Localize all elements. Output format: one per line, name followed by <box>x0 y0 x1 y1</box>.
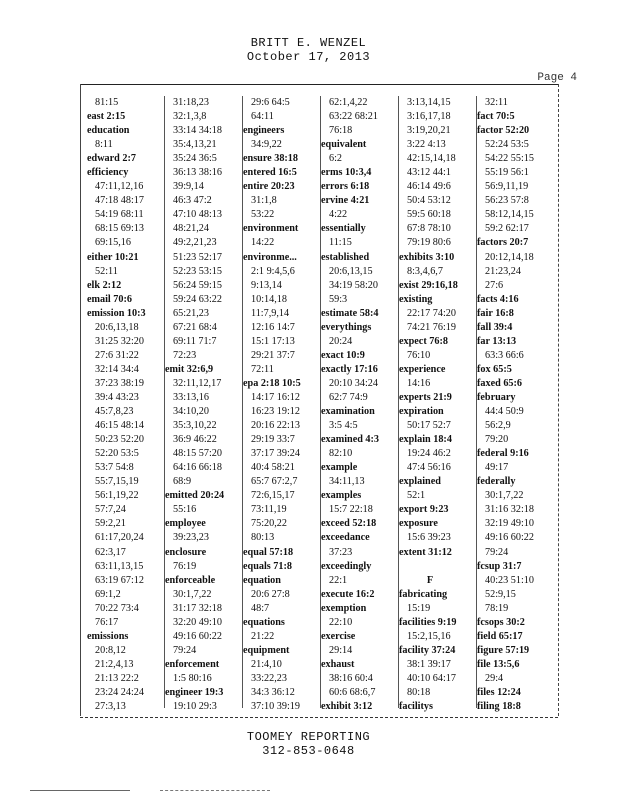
deponent-name: BRITT E. WENZEL <box>250 36 367 50</box>
index-entry: 55:7,15,19 <box>95 476 139 488</box>
index-entry: 22:10 <box>329 616 353 628</box>
index-entry: 15:1 17:13 <box>251 335 295 347</box>
index-entry: 29:6 64:5 <box>251 97 290 108</box>
index-entry: 58:12,14,15 <box>485 209 534 221</box>
index-entry: 43:12 44:1 <box>407 167 451 179</box>
index-entry: 76:17 <box>95 616 119 628</box>
index-entry: 64:11 <box>251 111 274 123</box>
index-entry: 42:15,14,18 <box>407 153 456 165</box>
index-entry: fox 65:5 <box>477 363 512 375</box>
index-entry: 56:2,9 <box>485 420 511 432</box>
index-entry: 47:4 56:16 <box>407 462 451 474</box>
index-entry: 2:1 9:4,5,6 <box>251 265 295 277</box>
index-entry: 49:16 60:22 <box>485 532 534 544</box>
index-entry: 40:23 51:10 <box>485 574 534 586</box>
index-entry: facts 4:16 <box>477 293 519 305</box>
index-entry: exceed 52:18 <box>321 518 377 530</box>
index-entry: 76:18 <box>329 125 353 137</box>
index-entry: examples <box>321 490 362 502</box>
index-entry: 9:13,14 <box>251 279 282 291</box>
footer-dash <box>160 790 270 791</box>
reporting-phone: 312-853-0648 <box>262 744 355 758</box>
index-entry: 67:8 78:10 <box>407 223 451 235</box>
index-entry: 52:11 <box>95 265 118 277</box>
index-entry: 72:6,15,17 <box>251 490 295 502</box>
index-entry: 82:10 <box>329 448 353 460</box>
index-entry: 30:1,7,22 <box>173 588 212 600</box>
index-entry: 56:9,11,19 <box>485 181 529 193</box>
index-entry: expiration <box>399 406 444 418</box>
index-entry: 63:19 67:12 <box>95 574 144 586</box>
index-entry: exhaust <box>321 658 355 670</box>
index-entry: 35:4,13,21 <box>173 139 217 151</box>
index-entry: 32:20 49:10 <box>173 616 222 628</box>
index-entry: 3:19,20,21 <box>407 125 451 137</box>
index-entry: 31:17 32:18 <box>173 602 222 614</box>
index-entry: far 13:13 <box>477 335 517 347</box>
index-column-1 <box>87 96 159 713</box>
index-entry: 34:3 36:12 <box>251 686 295 698</box>
index-entry <box>399 560 471 574</box>
index-entry: 61:17,20,24 <box>95 532 144 544</box>
index-entry: 32:19 49:10 <box>485 518 534 530</box>
index-entry: 47:11,12,16 <box>95 181 144 193</box>
index-entry: 29:14 <box>329 644 353 656</box>
index-entry: 44:4 50:9 <box>485 406 524 418</box>
index-entry: exactly 17:16 <box>321 363 378 375</box>
index-entry: 29:4 <box>485 672 504 684</box>
index-entry: exceedingly <box>321 560 372 572</box>
index-entry: 79:20 <box>485 434 509 446</box>
index-entry: 14:22 <box>251 237 275 249</box>
index-entry: 35:24 36:5 <box>173 153 217 165</box>
index-entry: 65:7 67:2,7 <box>251 476 298 488</box>
index-entry: email 70:6 <box>87 293 132 305</box>
index-entry: 63:11,13,15 <box>95 560 144 572</box>
index-entry: exemption <box>321 602 367 614</box>
index-entry: 55:16 <box>173 504 197 516</box>
index-entry: 68:9 <box>173 476 192 488</box>
index-entry: expect 76:8 <box>399 335 448 347</box>
index-entry: employee <box>165 518 206 530</box>
index-entry: 80:13 <box>251 532 275 544</box>
index-entry: 40:10 64:17 <box>407 672 456 684</box>
index-entry: 68:15 69:13 <box>95 223 144 235</box>
index-entry: 33:22,23 <box>251 672 287 684</box>
index-entry: 59:24 63:22 <box>173 293 222 305</box>
index-entry: 54:19 68:11 <box>95 209 144 221</box>
index-entry: 15:6 39:23 <box>407 532 451 544</box>
index-entry: fabricating <box>399 588 448 600</box>
index-entry: 64:16 66:18 <box>173 462 222 474</box>
index-entry: entered 16:5 <box>243 167 297 179</box>
index-entry: 8:11 <box>95 139 113 151</box>
index-entry: 20:6,13,15 <box>329 265 373 277</box>
index-entry: 50:23 52:20 <box>95 434 144 446</box>
index-entry: exceedance <box>321 532 370 544</box>
index-entry: 3:13,14,15 <box>407 97 451 108</box>
index-entry: 39:9,14 <box>173 181 204 193</box>
index-entry: 54:22 55:15 <box>485 153 534 165</box>
index-entry: errors 6:18 <box>321 181 370 193</box>
index-entry: 63:22 68:21 <box>329 111 378 123</box>
index-entry: 37:17 39:24 <box>251 448 300 460</box>
index-entry: fcsup 31:7 <box>477 560 522 572</box>
index-entry: federally <box>477 476 516 488</box>
index-entry: equation <box>243 574 281 586</box>
index-entry: 59:3 <box>329 293 348 305</box>
index-entry: 22:17 74:20 <box>407 307 456 319</box>
index-entry: 79:19 80:6 <box>407 237 451 249</box>
index-entry: 73:11,19 <box>251 504 287 516</box>
index-entry: 20:6 27:8 <box>251 588 290 600</box>
index-entry: 59:5 60:18 <box>407 209 451 221</box>
index-entry: 52:24 53:5 <box>485 139 529 151</box>
index-entry: 32:1,3,8 <box>173 111 207 123</box>
index-entry: 53:7 54:8 <box>95 462 134 474</box>
index-entry: 76:19 <box>173 560 197 572</box>
index-entry: equivalent <box>321 139 367 151</box>
index-entry: 21:22 <box>251 630 275 642</box>
index-entry: 48:7 <box>251 602 270 614</box>
index-entry: 27:6 <box>485 279 504 291</box>
index-entry: experience <box>399 363 446 375</box>
index-entry: federal 9:16 <box>477 448 529 460</box>
index-entry: examination <box>321 406 375 418</box>
index-entry: estimate 58:4 <box>321 307 379 319</box>
index-entry: emission 10:3 <box>87 307 146 319</box>
index-entry: 59:2,21 <box>95 518 126 530</box>
index-entry: 56:24 59:15 <box>173 279 222 291</box>
index-entry: 34:19 58:20 <box>329 279 378 291</box>
index-entry: 27:3,13 <box>95 701 126 713</box>
index-entry: 33:13,16 <box>173 391 209 403</box>
index-entry: 15:7 22:18 <box>329 504 373 516</box>
index-entry: 59:2 62:17 <box>485 223 529 235</box>
index-entry: 6:2 <box>329 153 343 165</box>
index-entry: equations <box>243 616 285 628</box>
index-entry: 53:22 <box>251 209 275 221</box>
index-entry: epa 2:18 10:5 <box>243 377 301 389</box>
index-entry: equal 57:18 <box>243 546 294 558</box>
index-entry: 69:1,2 <box>95 588 121 600</box>
index-column-4 <box>321 96 393 713</box>
index-entry: 79:24 <box>173 644 197 656</box>
index-entry: 3:5 4:5 <box>329 420 358 432</box>
frame-right-edge <box>558 84 559 716</box>
index-entry: F <box>426 574 434 586</box>
index-entry: existing <box>399 293 433 305</box>
index-entry: 50:4 53:12 <box>407 195 451 207</box>
index-entry: 56:1,19,22 <box>95 490 139 502</box>
index-entry: 37:23 38:19 <box>95 377 144 389</box>
index-entry: 49:17 <box>485 462 509 474</box>
index-entry: 69:15,16 <box>95 237 131 249</box>
index-entry: fcsops 30:2 <box>477 616 525 628</box>
index-entry: 21:13 22:2 <box>95 672 139 684</box>
index-entry: ensure 38:18 <box>243 153 298 165</box>
index-entry: 36:13 38:16 <box>173 167 222 179</box>
index-entry: 20:6,13,18 <box>95 321 139 333</box>
index-entry: exposure <box>399 518 438 530</box>
index-entry: 70:22 73:4 <box>95 602 139 614</box>
index-entry: 10:14,18 <box>251 293 287 305</box>
index-entry: 75:20,22 <box>251 518 287 530</box>
index-entry: figure 57:19 <box>477 644 530 656</box>
index-entry: 37:23 <box>329 546 353 558</box>
index-entry: ervine 4:21 <box>321 195 370 207</box>
index-entry: 46:15 48:14 <box>95 420 144 432</box>
index-entry: 31:16 32:18 <box>485 504 534 516</box>
index-entry: example <box>321 462 358 474</box>
index-entry: experts 21:9 <box>399 391 452 403</box>
index-entry: east 2:15 <box>87 111 126 123</box>
index-entry: 29:21 37:7 <box>251 349 295 361</box>
index-entry: 52:9,15 <box>485 588 516 600</box>
index-entry: 65:21,23 <box>173 307 209 319</box>
index-entry: file 13:5,6 <box>477 658 520 670</box>
index-entry: 20:12,14,18 <box>485 251 534 263</box>
index-entry: 31:1,8 <box>251 195 277 207</box>
index-entry: 81:15 <box>95 97 119 108</box>
index-column-3 <box>243 96 315 713</box>
index-entry: 56:23 57:8 <box>485 195 529 207</box>
index-entry: equipment <box>243 644 290 656</box>
index-entry: 12:16 14:7 <box>251 321 295 333</box>
index-entry: 11:7,9,14 <box>251 307 290 319</box>
index-entry: 32:11 <box>485 97 508 108</box>
index-entry: 47:10 48:13 <box>173 209 222 221</box>
index-entry: essentially <box>321 223 366 235</box>
index-column-2 <box>165 96 237 713</box>
index-entry: enclosure <box>165 546 207 558</box>
index-entry: equals 71:8 <box>243 560 292 572</box>
index-entry: 78:19 <box>485 602 509 614</box>
index-entry: 20:16 22:13 <box>251 420 300 432</box>
index-entry: february <box>477 391 516 403</box>
footer-rule <box>30 790 130 791</box>
frame-left-edge <box>80 84 81 716</box>
index-entry: 11:15 <box>329 237 352 249</box>
index-entry: emitted 20:24 <box>165 490 225 502</box>
index-entry: 57:7,24 <box>95 504 126 516</box>
index-entry: factors 20:7 <box>477 237 529 249</box>
index-entry: 60:6 68:6,7 <box>329 686 376 698</box>
index-entry: 69:11 71:7 <box>173 335 217 347</box>
word-index <box>85 96 555 713</box>
index-entry: enforcement <box>165 658 220 670</box>
index-entry: execute 16:2 <box>321 588 375 600</box>
index-entry: either 10:21 <box>87 251 139 263</box>
index-entry: 20:8,12 <box>95 644 126 656</box>
index-entry: environment <box>243 223 299 235</box>
index-entry: 14:17 16:12 <box>251 391 300 403</box>
index-entry: 32:14 34:4 <box>95 363 139 375</box>
index-entry: 1:5 80:16 <box>173 672 212 684</box>
index-column-5 <box>399 96 471 713</box>
index-entry: 72:23 <box>173 349 197 361</box>
index-entry: erms 10:3,4 <box>321 167 372 179</box>
index-entry: 29:19 33:7 <box>251 434 295 446</box>
index-entry: facilities 9:19 <box>399 616 457 628</box>
index-entry: fall 39:4 <box>477 321 513 333</box>
index-entry: enforceable <box>165 574 216 586</box>
index-entry: 23:24 24:24 <box>95 686 144 698</box>
index-entry: 49:2,21,23 <box>173 237 217 249</box>
index-entry: 62:3,17 <box>95 546 126 558</box>
index-entry: 15:2,15,16 <box>407 630 451 642</box>
index-entry: 50:17 52:7 <box>407 420 451 432</box>
index-entry: 36:9 46:22 <box>173 434 217 446</box>
index-entry: 22:1 <box>329 574 348 586</box>
index-entry: 52:1 <box>407 490 426 502</box>
index-entry: 45:7,8,23 <box>95 406 134 418</box>
index-entry: 3:22 4:13 <box>407 139 446 151</box>
index-entry: efficiency <box>87 167 129 179</box>
index-entry: 38:1 39:17 <box>407 658 451 670</box>
index-entry: 49:16 60:22 <box>173 630 222 642</box>
index-entry: 3:16,17,18 <box>407 111 451 123</box>
index-entry: 39:23,23 <box>173 532 209 544</box>
index-entry: 16:23 19:12 <box>251 406 300 418</box>
index-entry: 4:22 <box>329 209 348 221</box>
index-entry: 48:21,24 <box>173 223 209 235</box>
index-entry: 21:2,4,13 <box>95 658 134 670</box>
index-entry: 20:10 34:24 <box>329 377 378 389</box>
index-entry: 74:21 76:19 <box>407 321 456 333</box>
index-entry: exist 29:16,18 <box>399 279 458 291</box>
index-entry: 39:4 43:23 <box>95 391 139 403</box>
index-entry: 38:16 60:4 <box>329 672 373 684</box>
index-entry: 14:16 <box>407 377 431 389</box>
index-entry: engineers <box>243 125 285 137</box>
index-entry: fact 70:5 <box>477 111 515 123</box>
index-entry: 31:18,23 <box>173 97 209 108</box>
index-entry: engineer 19:3 <box>165 686 224 698</box>
index-entry: 62:1,4,22 <box>329 97 368 108</box>
index-entry: factor 52:20 <box>477 125 530 137</box>
index-entry: 34:11,13 <box>329 476 365 488</box>
index-entry: 51:23 52:17 <box>173 251 222 263</box>
index-entry: 34:9,22 <box>251 139 282 151</box>
index-entry: exercise <box>321 630 356 642</box>
index-entry: 62:7 74:9 <box>329 391 368 403</box>
index-entry: edward 2:7 <box>87 153 136 165</box>
index-entry: 20:24 <box>329 335 353 347</box>
index-entry: 55:19 56:1 <box>485 167 529 179</box>
index-entry: explain 18:4 <box>399 434 452 446</box>
index-entry: 33:14 34:18 <box>173 125 222 137</box>
index-entry: 15:19 <box>407 602 431 614</box>
index-entry: emissions <box>87 630 129 642</box>
index-entry: established <box>321 251 370 263</box>
index-entry: 35:3,10,22 <box>173 420 217 432</box>
index-entry: 80:18 <box>407 686 431 698</box>
index-entry: 46:14 49:6 <box>407 181 451 193</box>
index-entry: 63:3 66:6 <box>485 349 524 361</box>
reporting-company: TOOMEY REPORTING <box>246 730 371 744</box>
index-entry: 32:11,12,17 <box>173 377 222 389</box>
index-entry: elk 2:12 <box>87 279 122 291</box>
index-entry: 21:23,24 <box>485 265 521 277</box>
index-entry: field 65:17 <box>477 630 523 642</box>
index-entry: extent 31:12 <box>399 546 452 558</box>
index-entry: exact 10:9 <box>321 349 365 361</box>
index-entry: filing 18:8 <box>477 701 521 713</box>
index-entry: examined 4:3 <box>321 434 380 446</box>
index-entry: 8:3,4,6,7 <box>407 265 443 277</box>
index-entry: 37:10 39:19 <box>251 701 300 713</box>
index-entry: 40:4 58:21 <box>251 462 295 474</box>
index-entry: environme... <box>243 251 297 263</box>
index-entry: 19:24 46:2 <box>407 448 451 460</box>
index-entry: 46:3 47:2 <box>173 195 212 207</box>
index-entry: 79:24 <box>485 546 509 558</box>
index-entry: exhibits 3:10 <box>399 251 455 263</box>
index-entry: faxed 65:6 <box>477 377 522 389</box>
index-entry: emit 32:6,9 <box>165 363 214 375</box>
index-entry: exhibit 3:12 <box>321 701 373 713</box>
page-number: Page 4 <box>537 72 577 84</box>
index-entry: files 12:24 <box>477 686 521 698</box>
deposition-date: October 17, 2013 <box>246 50 371 64</box>
index-entry: 30:1,7,22 <box>485 490 524 502</box>
index-entry: 52:20 53:5 <box>95 448 139 460</box>
index-entry: 72:11 <box>251 363 274 375</box>
index-entry: 31:25 32:20 <box>95 335 144 347</box>
index-entry: facility 37:24 <box>399 644 456 656</box>
index-entry: 67:21 68:4 <box>173 321 217 333</box>
index-entry: 27:6 31:22 <box>95 349 139 361</box>
index-entry: explained <box>399 476 441 488</box>
index-entry: 47:18 48:17 <box>95 195 144 207</box>
index-entry: 76:10 <box>407 349 431 361</box>
index-entry: education <box>87 125 130 137</box>
index-entry: 21:4,10 <box>251 658 282 670</box>
index-entry: entire 20:23 <box>243 181 295 193</box>
index-entry: everythings <box>321 321 372 333</box>
index-entry: export 9:23 <box>399 504 449 516</box>
index-column-6 <box>477 96 549 713</box>
index-entry: 19:10 29:3 <box>173 701 217 713</box>
index-entry: 34:10,20 <box>173 406 209 418</box>
index-entry: 48:15 57:20 <box>173 448 222 460</box>
index-entry: facilitys <box>399 701 433 713</box>
index-entry: fair 16:8 <box>477 307 514 319</box>
index-entry: 52:23 53:15 <box>173 265 222 277</box>
